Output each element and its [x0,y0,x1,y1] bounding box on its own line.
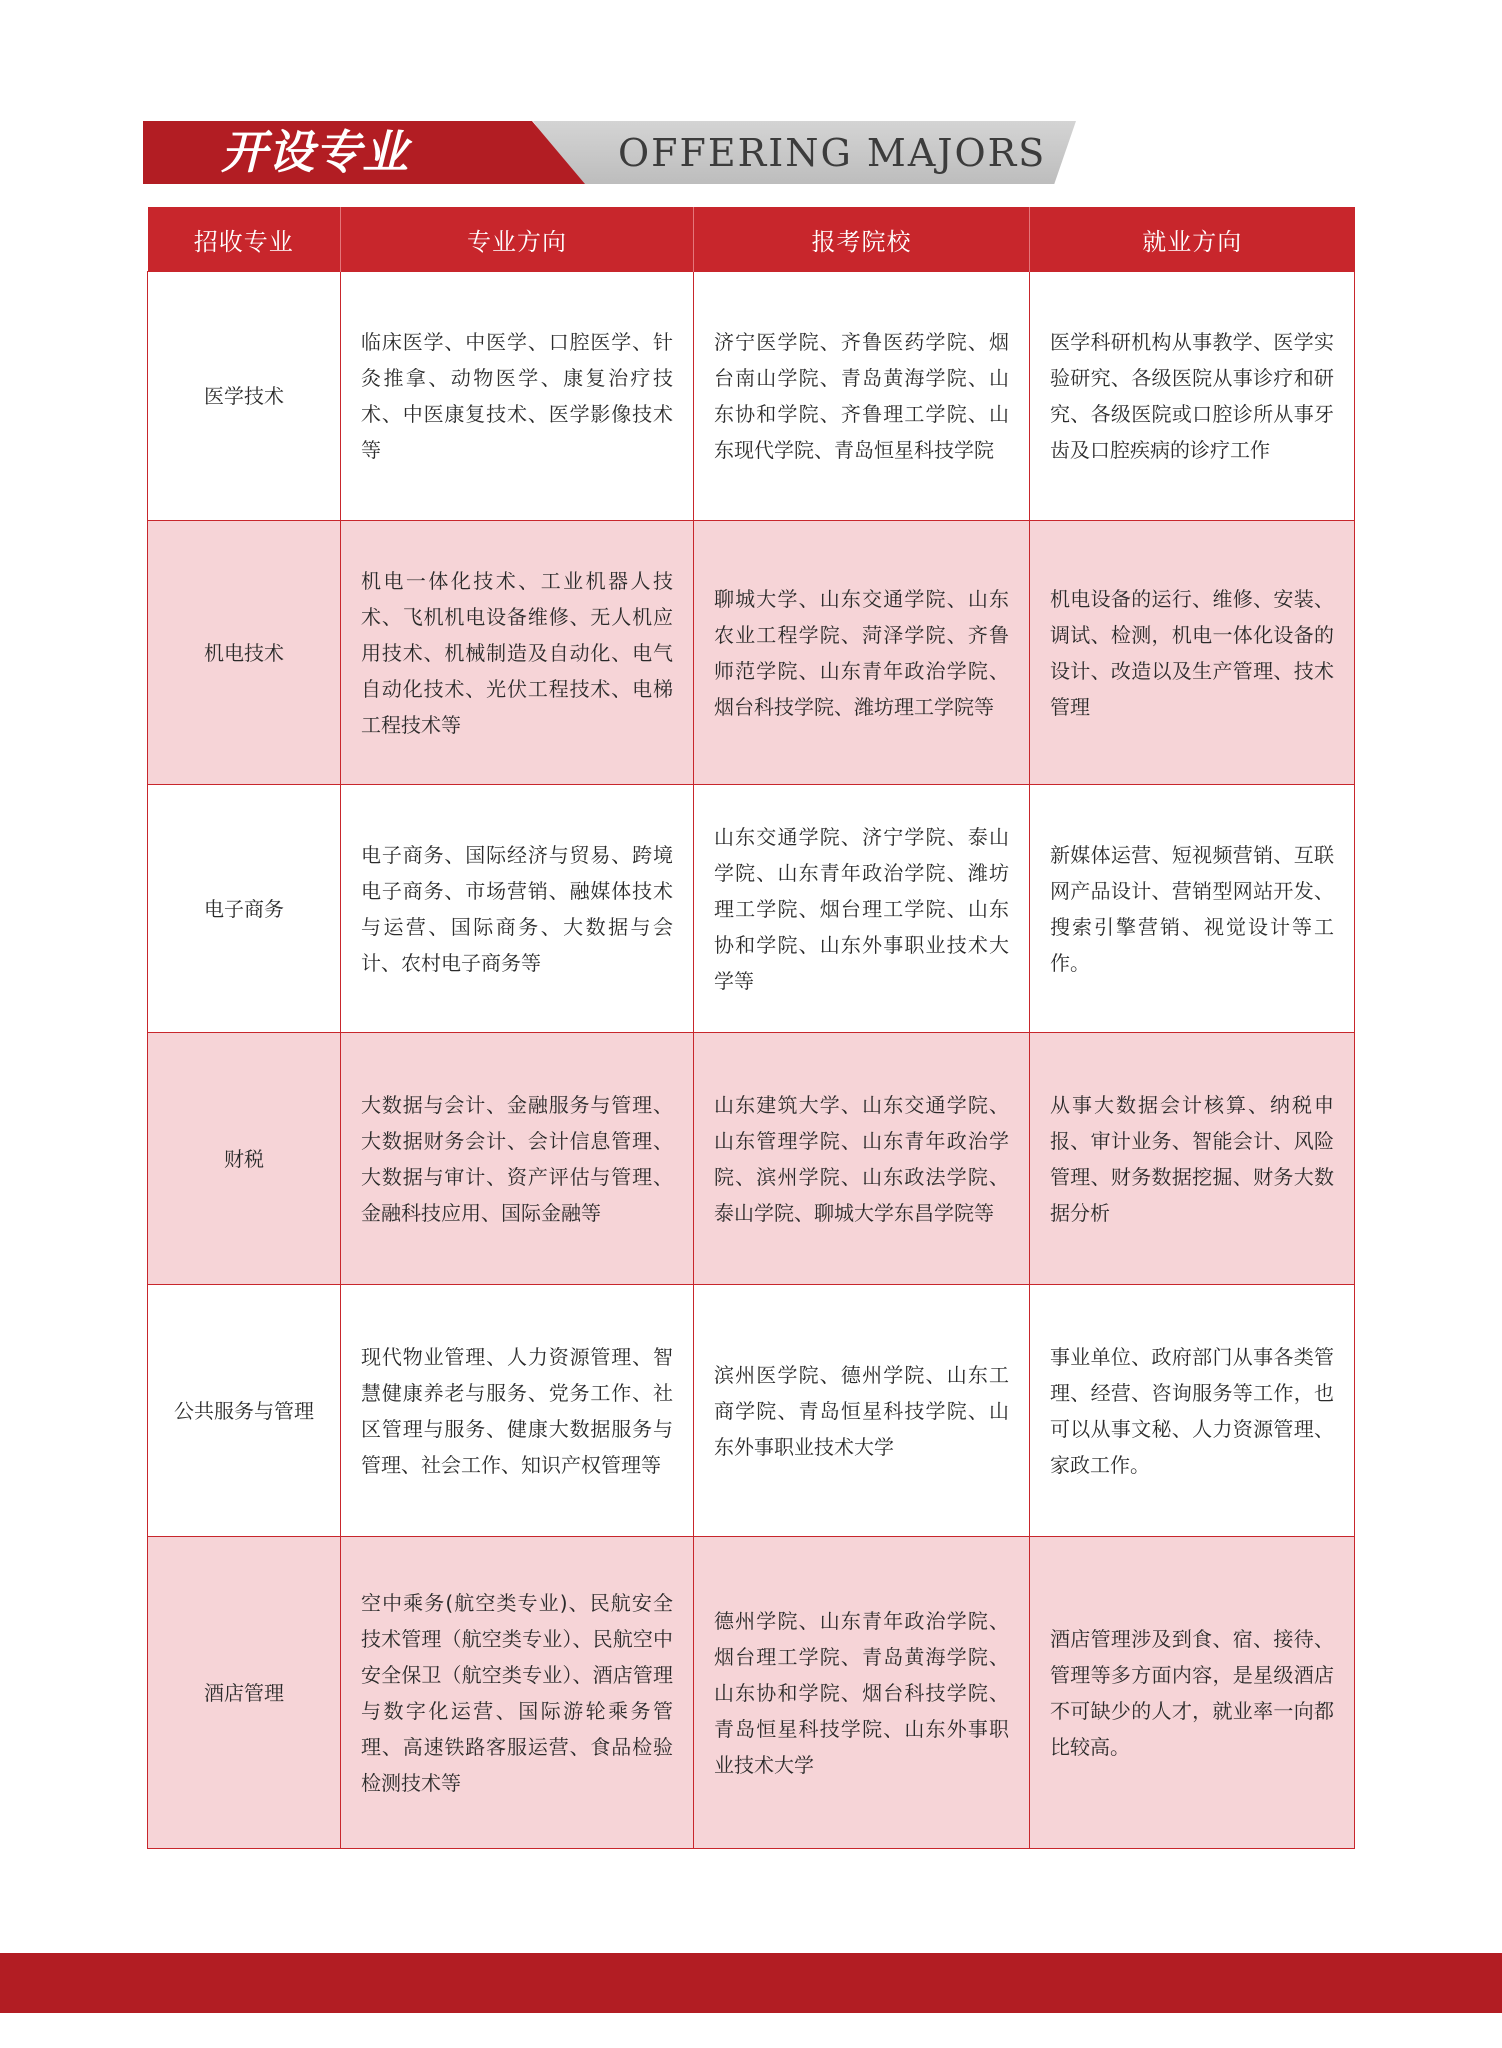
cell-major: 机电技术 [148,521,341,785]
header-careers: 就业方向 [1030,207,1355,272]
header-directions: 专业方向 [341,207,694,272]
cell-schools: 山东建筑大学、山东交通学院、山东管理学院、山东青年政治学院、滨州学院、山东政法学院、泰山学院、聊城大学东昌学院等 [694,1033,1030,1285]
section-banner [143,121,1076,184]
table-row [148,1537,1355,1849]
table-row [148,1285,1355,1537]
cell-major: 电子商务 [148,785,341,1033]
section-title: 开设专业 [221,125,409,179]
cell-careers: 酒店管理涉及到食、宿、接待、管理等多方面内容，是星级酒店不可缺少的人才，就业率一向都比较高。 [1030,1537,1355,1849]
cell-careers: 医学科研机构从事教学、医学实验研究、各级医院从事诊疗和研究、各级医院或口腔诊所从事牙齿及口腔疾病的诊疗工作 [1030,272,1355,521]
cell-careers: 新媒体运营、短视频营销、互联网产品设计、营销型网站开发、搜索引擎营销、视觉设计等工作。 [1030,785,1355,1033]
cell-directions: 临床医学、中医学、口腔医学、针灸推拿、动物医学、康复治疗技术、中医康复技术、医学影像技术等 [341,272,694,521]
cell-schools: 山东交通学院、济宁学院、泰山学院、山东青年政治学院、潍坊理工学院、烟台理工学院、山东协和学院、山东外事职业技术大学等 [694,785,1030,1033]
header-major: 招收专业 [148,207,341,272]
cell-schools: 济宁医学院、齐鲁医药学院、烟台南山学院、青岛黄海学院、山东协和学院、齐鲁理工学院、山东现代学院、青岛恒星科技学院 [694,272,1030,521]
majors-table [147,207,1355,1849]
cell-major: 酒店管理 [148,1537,341,1849]
table-row [148,521,1355,785]
table-row [148,785,1355,1033]
cell-major: 公共服务与管理 [148,1285,341,1537]
cell-careers: 机电设备的运行、维修、安装、调试、检测，机电一体化设备的设计、改造以及生产管理、技术管理 [1030,521,1355,785]
cell-careers: 事业单位、政府部门从事各类管理、经营、咨询服务等工作，也可以从事文秘、人力资源管理、家政工作。 [1030,1285,1355,1537]
footer-bar [0,1953,1502,2013]
cell-schools: 滨州医学院、德州学院、山东工商学院、青岛恒星科技学院、山东外事职业技术大学 [694,1285,1030,1537]
cell-directions: 现代物业管理、人力资源管理、智慧健康养老与服务、党务工作、社区管理与服务、健康大数据服务与管理、社会工作、知识产权管理等 [341,1285,694,1537]
table-row [148,1033,1355,1285]
table-header-row [148,207,1355,272]
cell-schools: 德州学院、山东青年政治学院、烟台理工学院、青岛黄海学院、山东协和学院、烟台科技学院、青岛恒星科技学院、山东外事职业技术大学 [694,1537,1030,1849]
cell-schools: 聊城大学、山东交通学院、山东农业工程学院、菏泽学院、齐鲁师范学院、山东青年政治学院、烟台科技学院、潍坊理工学院等 [694,521,1030,785]
header-schools: 报考院校 [694,207,1030,272]
section-subtitle: OFFERING MAJORS [618,131,1047,175]
cell-directions: 机电一体化技术、工业机器人技术、飞机机电设备维修、无人机应用技术、机械制造及自动化、电气自动化技术、光伏工程技术、电梯工程技术等 [341,521,694,785]
cell-directions: 空中乘务(航空类专业)、民航安全技术管理（航空类专业）、民航空中安全保卫（航空类专业）、酒店管理与数字化运营、国际游轮乘务管理、高速铁路客服运营、食品检验检测技术等 [341,1537,694,1849]
cell-major: 医学技术 [148,272,341,521]
cell-directions: 电子商务、国际经济与贸易、跨境电子商务、市场营销、融媒体技术与运营、国际商务、大数据与会计、农村电子商务等 [341,785,694,1033]
cell-directions: 大数据与会计、金融服务与管理、大数据财务会计、会计信息管理、大数据与审计、资产评估与管理、金融科技应用、国际金融等 [341,1033,694,1285]
table-row [148,272,1355,521]
cell-careers: 从事大数据会计核算、纳税申报、审计业务、智能会计、风险管理、财务数据挖掘、财务大数据分析 [1030,1033,1355,1285]
cell-major: 财税 [148,1033,341,1285]
